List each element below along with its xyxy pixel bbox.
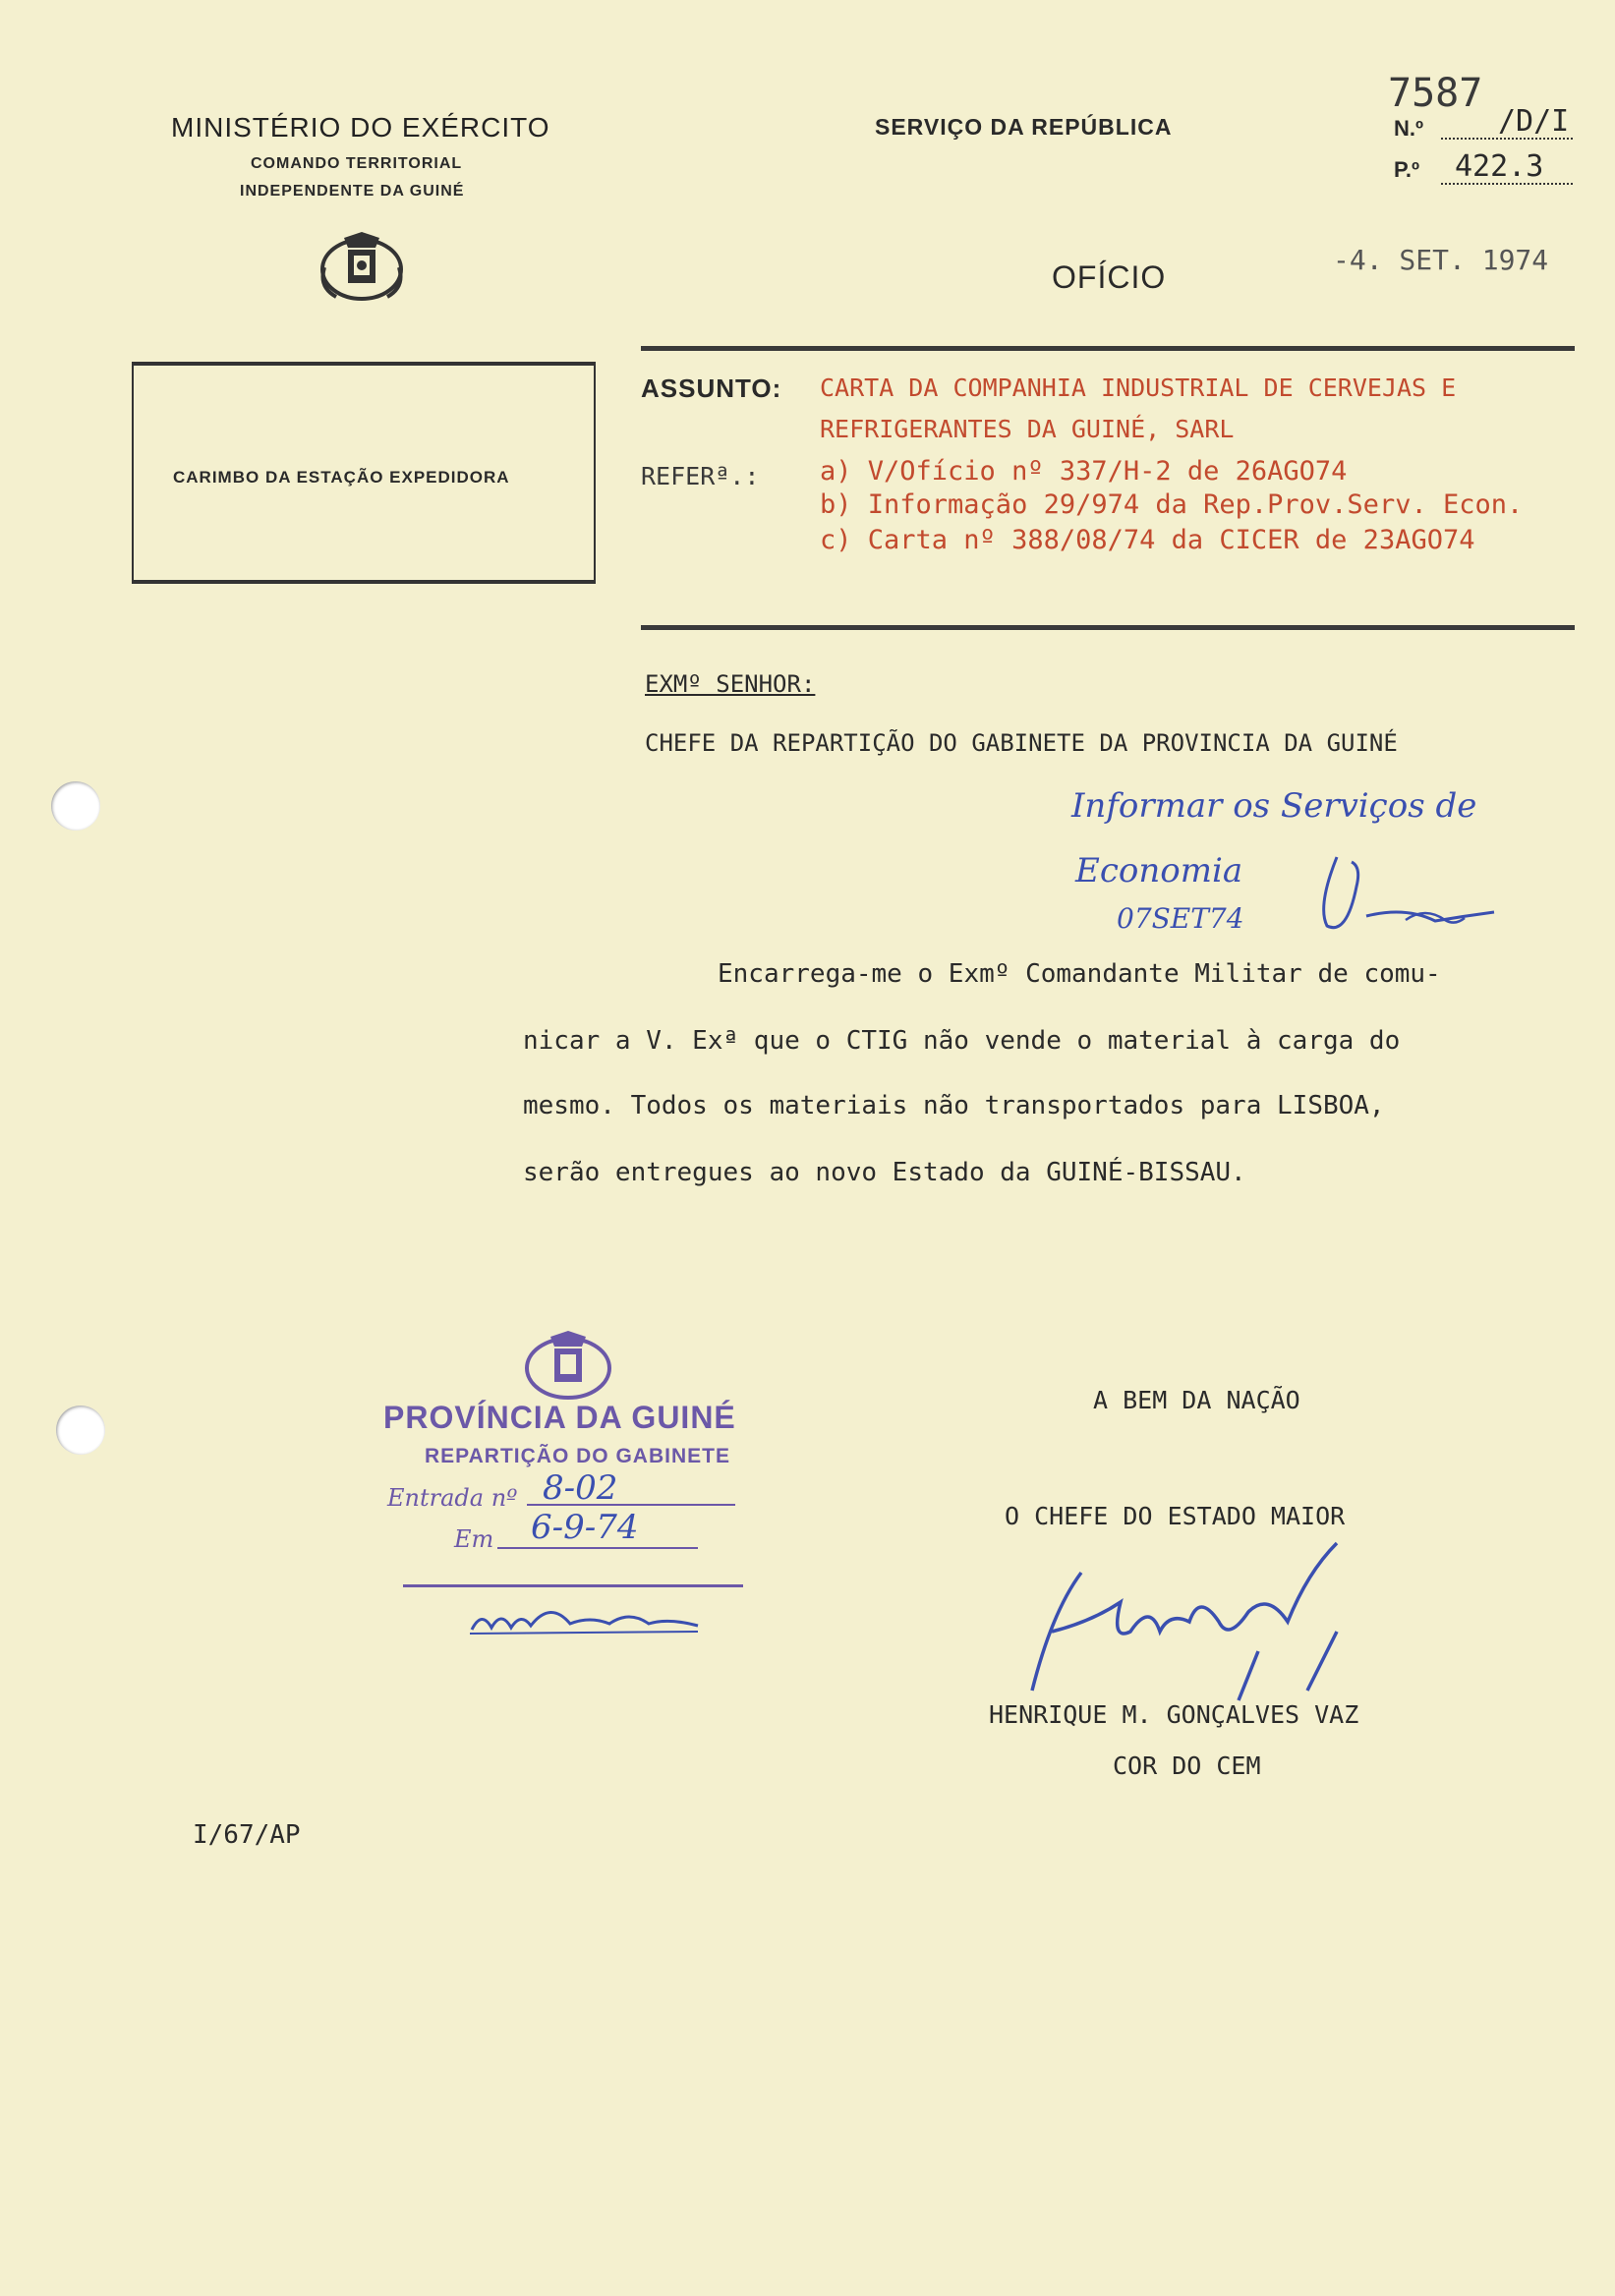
receipt-entry-label: Entrada nº <box>387 1484 518 1512</box>
receipt-date-label: Em <box>454 1525 494 1553</box>
stamp-coat-of-arms-icon <box>519 1327 617 1406</box>
date-received-stamp: -4. SET. 1974 <box>1333 244 1549 276</box>
receipt-stamp-line-1: PROVÍNCIA DA GUINÉ <box>383 1400 736 1435</box>
receipt-entry-value: 8-02 <box>543 1468 618 1508</box>
command-line-2: INDEPENDENTE DA GUINÉ <box>240 183 465 200</box>
subject-label: ASSUNTO: <box>641 373 782 403</box>
footer-reference: I/67/AP <box>193 1820 301 1850</box>
command-line-1: COMANDO TERRITORIAL <box>251 155 463 172</box>
references-label: REFERª.: <box>641 462 760 490</box>
handwritten-note-line-1: Informar os Serviços de <box>1071 786 1477 826</box>
number-value: 7587 <box>1388 71 1483 116</box>
number-label: N.º <box>1394 116 1424 141</box>
sender-stamp-box <box>132 362 596 584</box>
process-value: 422.3 <box>1455 149 1544 184</box>
body-line-3: mesmo. Todos os materiais não transportados para LISBOA, <box>523 1091 1385 1120</box>
punch-hole-lower <box>56 1406 105 1455</box>
reference-item-b: b) Informação 29/974 da Rep.Prov.Serv. Econ. <box>820 489 1524 520</box>
number-suffix: /D/I <box>1498 104 1570 139</box>
punch-hole-upper <box>51 781 100 831</box>
closing-salute: A BEM DA NAÇÃO <box>1093 1386 1300 1414</box>
closing-name: HENRIQUE M. GONÇALVES VAZ <box>989 1700 1359 1729</box>
subject-line-2: REFRIGERANTES DA GUINÉ, SARL <box>820 415 1235 443</box>
top-rule <box>641 346 1575 351</box>
sender-stamp-label: CARIMBO DA ESTAÇÃO EXPEDIDORA <box>173 468 510 487</box>
subject-line-1: CARTA DA COMPANHIA INDUSTRIAL DE CERVEJAS E <box>820 373 1457 402</box>
document-type: OFÍCIO <box>1052 259 1167 295</box>
coat-of-arms-icon <box>315 228 409 307</box>
service-title: SERVIÇO DA REPÚBLICA <box>875 114 1173 140</box>
process-label: P.º <box>1394 157 1419 182</box>
reference-item-c: c) Carta nº 388/08/74 da CICER de 23AGO74 <box>820 525 1475 555</box>
reference-item-a: a) V/Ofício nº 337/H-2 de 26AGO74 <box>820 456 1348 487</box>
closing-title: O CHEFE DO ESTADO MAIOR <box>1005 1502 1346 1530</box>
body-line-4: serão entregues ao novo Estado da GUINÉ-BISSAU. <box>523 1158 1246 1187</box>
addressee: CHEFE DA REPARTIÇÃO DO GABINETE DA PROVINCIA DA GUINÉ <box>645 729 1398 757</box>
signature-icon <box>1012 1533 1386 1710</box>
closing-rank: COR DO CEM <box>1113 1751 1261 1780</box>
receipt-date-rule <box>497 1547 698 1549</box>
handwritten-note-date: 07SET74 <box>1117 902 1244 935</box>
bottom-rule <box>641 625 1575 630</box>
receipt-initials-icon <box>462 1590 708 1639</box>
handwritten-note-line-2: Economia <box>1075 851 1243 890</box>
receipt-stamp-rule <box>403 1584 743 1587</box>
ministry-title: MINISTÉRIO DO EXÉRCITO <box>171 112 550 143</box>
receipt-stamp-line-2: REPARTIÇÃO DO GABINETE <box>425 1445 730 1467</box>
handwritten-initials-icon <box>1307 847 1504 946</box>
receipt-date-value: 6-9-74 <box>531 1508 639 1547</box>
body-line-2: nicar a V. Exª que o CTIG não vende o material à carga do <box>523 1026 1401 1056</box>
salutation: EXMº SENHOR: <box>645 670 816 698</box>
body-line-1: Encarrega-me o Exmº Comandante Militar de comu- <box>718 959 1441 989</box>
